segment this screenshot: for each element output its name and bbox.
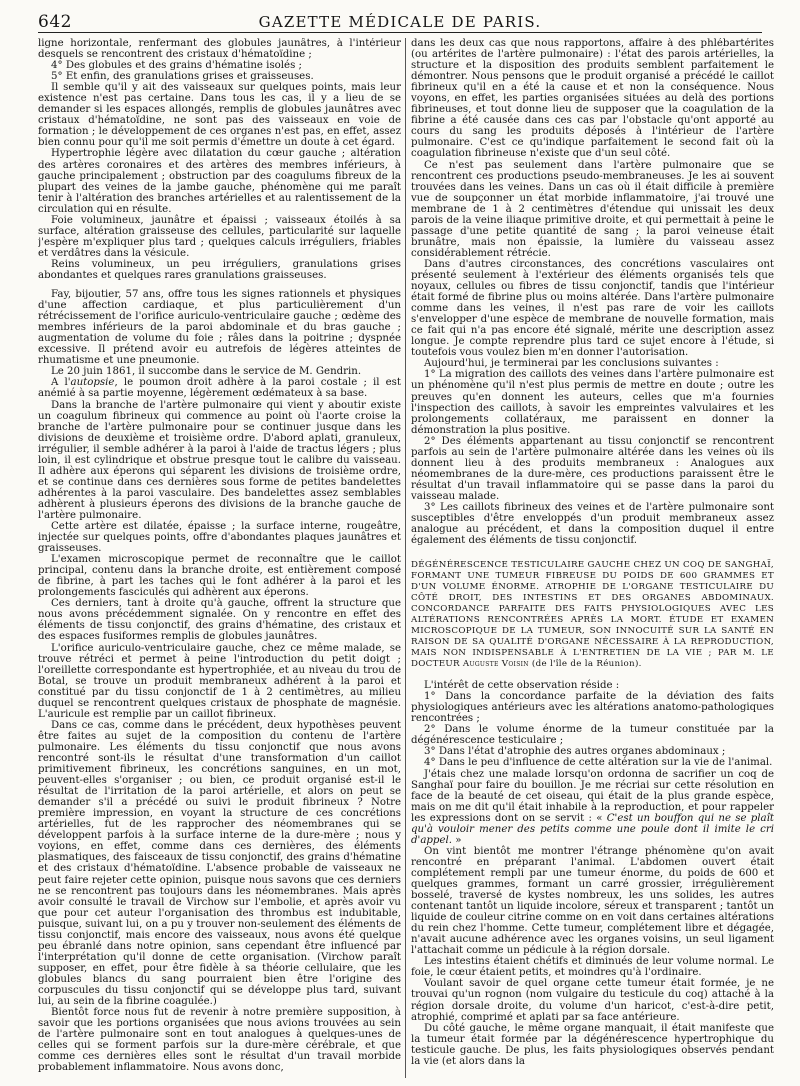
- italic-quote: C'est un bouffon qui ne se plaît qu'à vouloir mener des petits comme une poule dont il imite le cri d'appel.: [411, 812, 774, 846]
- text-run: A l': [51, 377, 71, 389]
- journal-title: GAZETTE MÉDICALE DE PARIS.: [258, 13, 542, 31]
- italic-term: autopsie: [70, 377, 115, 389]
- column-divider: [405, 38, 406, 1078]
- paragraph: Bientôt force nous fut de revenir à notre première supposition, à savoir que les portions organisées que nous avions trouvées au sein de l'artère pulmonaire sont en tout analogues à quelques-unes de celles qui se forment parfois sur la dure-mère cérébrale, et que comme ces dernières elles sont le résultat d'un travail morbide probablement inflammatoire. Nous avons donc,: [38, 1007, 401, 1074]
- paragraph: L'intérêt de cette observation réside :: [424, 680, 620, 692]
- page-number: 642: [38, 12, 72, 32]
- paragraph: Le 20 juin 1861, il succombe dans le service de M. Gendrin.: [51, 366, 362, 378]
- right-column: [411, 38, 774, 1083]
- conclusion-item: 1° La migration des caillots des veines dans l'artère pulmonaire est un phénomène qu'il n'est plus permis de mettre en doute ; outre les preuves qu'en donnent les auteurs, celles que m'a fournies l'inspection des caillots, à savoir les empreintes valvulaires et les prolongements collatéraux, me paraissent en donner la démonstration la plus positive.: [411, 369, 774, 436]
- paragraph: Du côté gauche, le même organe manquait, il était manifeste que la tumeur était formée par la dégénérescence hypertrophique du testicule gauche. De plus, les faits physiologiques observés pendant la vie (et alors dans la: [411, 1022, 774, 1067]
- quote-paragraph: [411, 769, 774, 846]
- paragraph: Dans la branche de l'artère pulmonaire qui vient y aboutir existe un coagulum fibrineux qui commence au point où l'aorte croise la branche de l'artère pulmonaire pour se continuer jusque dans les divisions de deuxième et troisième ordre. D'abord aplati, granuleux, irrégulier, il semble adhérer à la paroi à l'aide de tractus légers ; plus loin, il est cylindrique et obstrue presque tout le calibre du vaisseau. Il adhère aux éperons qui séparent les divisions de troisième ordre, et se continue dans ces dernières sous forme de petites bandelettes adhérentes à la paroi vasculaire. Des bandelettes assez semblables adhèrent à plusieurs éperons des divisions de la branche gauche de l'artère pulmonaire.: [38, 399, 401, 521]
- list-item: 4° Des globules et des grains d'hématine isolés ;: [51, 60, 302, 72]
- list-item: 2° Dans le volume énorme de la tumeur constituée par la dégénérescence testiculaire ;: [411, 724, 774, 747]
- paragraph: Les intestins étaient chétifs et diminués de leur volume normal. Le foie, le cœur étaient petits, et moindres qu'à l'ordinaire.: [411, 956, 774, 979]
- paragraph: Foie volumineux, jaunâtre et épaissi ; vaisseaux étoilés à sa surface, altération graisseuse des cellules, particularité sur laquelle j'espère m'expliquer plus tard ; quelques calculs irréguliers, friables et verdâtres dans la vésicule.: [38, 214, 401, 259]
- paragraph: Dans ce cas, comme dans le précédent, deux hypothèses peuvent être faites au sujet de la composition du contenu de l'artère pulmonaire. Les éléments du tissu conjonctif que nous avons rencontré sont-ils le résultat d'une transformation d'un caillot primitivement fibrineux, les concrétions sanguines, en un mot, peuvent-elles s'organiser ; ou bien, ce produit organisé est-il le résultat de l'irritation de la paroi artérielle, et alors on peut se demander s'il a précédé ou suivi le produit fibrineux ? Notre première impression, en voyant la structure de ces concrétions artérielles, fut de les rapprocher des néomembranes qui se développent parfois à la surface interne de la dure-mère ; nous y voyions, en effet, comme dans ces dernières, des éléments plasmatiques, des faisceaux de tissu conjonctif, des grains d'hématine et des cristaux d'hématoïdine. L'absence probable de vaisseaux ne peut faire rejeter cette opinion, puisque nous savons que ces derniers ne se rencontrent pas toujours dans les néomembranes. Mais après avoir consulté le travail de Virchow sur l'embolie, et après avoir vu que pour cet auteur l'organisation des thrombus est indubitable, puisque, suivant lui, on a pu y trouver non-seulement des éléments de tissu conjonctif, mais encore des vaisseaux, nous avons été quelque peu ébranlé dans notre opinion, sans cependant être influencé par l'interprétation qu'il donne de cette organisation. (Virchow paraît supposer, en effet, pour être fidèle à sa théorie cellulaire, que les globules blancs du sang pourraient bien être l'origine des corpuscules du tissu conjonctif qui se développe plus tard, suivant lui, au sein de la fibrine coagulée.): [38, 719, 401, 1008]
- list-item: 1° Dans la concordance parfaite de la déviation des faits physiologiques antérieurs avec les altérations anatomo-pathologiques rencontrées ;: [411, 691, 774, 725]
- article-author-origin: (de l'île de la Réunion).: [531, 659, 642, 670]
- conclusion-item: 3° Les caillots fibrineux des veines et de l'artère pulmonaire sont susceptibles d'être enveloppés d'un produit membraneux assez analogue au précédent, et dans la composition duquel il entre également des éléments de tissu conjonctif.: [411, 501, 774, 547]
- paragraph: Cette artère est dilatée, épaisse ; la surface interne, rougeâtre, injectée sur quelques points, offre d'abondantes plaques jaunâtres et graisseuses.: [38, 521, 401, 555]
- paragraph: L'orifice auriculo-ventriculaire gauche, chez ce même malade, se trouve rétréci et permet à peine l'introduction du petit doigt ; l'oreillette correspondante est hypertrophiée, et au niveau du trou de Botal, se trouve un produit membraneux adhérent à la paroi et constitué par du tissu conjonctif de 1 à 2 centimètres, au milieu duquel se rencontrent quelques cristaux de phosphate de magnésie. L'auricule est remplie par un caillot fibrineux.: [38, 642, 401, 720]
- left-column: [38, 38, 401, 1083]
- paragraph: Reins volumineux, un peu irréguliers, granulations grises abondantes et quelques rares granulations graisseuses.: [38, 258, 401, 281]
- text-run: , le poumon droit adhère à la paroi costale ; il est anémié à sa partie moyenne, légèrement œdémateux à sa base.: [38, 377, 401, 400]
- paragraph: On vint bientôt me montrer l'étrange phénomène qu'on avait rencontré en préparant l'animal. L'abdomen ouvert était complétement rempli par une tumeur énorme, du poids de 600 et quelques grammes, formant un carré grossier, irrégulièrement bosselé, traversé de kystes nombreux, les uns solides, les autres contenant tantôt un liquide incolore, séreux et transparent ; tantôt un liquide de couleur citrine comme on en voit dans certaines altérations du rein chez l'homme. Cette tumeur, complétement libre et dégagée, n'avait aucune adhérence avec les organes voisins, un seul ligament l'attachait comme un pédicule à la région dorsale.: [411, 845, 774, 957]
- list-item: 3° Dans l'état d'atrophie des autres organes abdominaux ;: [424, 746, 726, 758]
- paragraph: Ces derniers, tant à droite qu'à gauche, offrent la structure que nous avons précédemment signalée. On y rencontre en effet des éléments de tissu conjonctif, des grains d'hématine, des cristaux et des espaces fusiformes remplis de globules jaunâtres.: [38, 598, 401, 643]
- paragraph: Il semble qu'il y ait des vaisseaux sur quelques points, mais leur existence n'est pas certaine. Dans tous les cas, il y a lieu de se demander si les espaces allongés, remplis de globules jaunâtres avec cristaux d'hématoïdine, ne sont pas des vaisseaux en voie de formation ; le développement de ces organes n'est pas, en effet, assez bien connu pour qu'il me soit permis d'émettre un doute à cet égard.: [38, 82, 401, 149]
- text-run: J'étais chez une malade lorsqu'on ordonna de sacrifier un coq de Sanghaï pour faire du bouillon. Je me récriai sur cette résolution en face de la beauté de cet oiseau, qui était de la plus grande espèce, mais on me dit qu'il était inhabile à la reproduction, et pour rappeler les expressions dont on se servit : «: [411, 768, 774, 824]
- text-run: »: [455, 834, 462, 846]
- paragraph: L'examen microscopique permet de reconnaître que le caillot principal, contenu dans la branche droite, est entièrement composé de fibrine, à part les taches qui le font adhérer à la paroi et les prolongements fasciculés qui adhèrent aux éperons.: [38, 554, 401, 599]
- conclusion-item: 2° Des éléments appartenant au tissu conjonctif se rencontrent parfois au sein de l'artère pulmonaire altérée dans les veines où ils donnent lieu à des produits membraneux : Analogues aux néomembranes de la dure-mère, ces productions paraissent être le résultat d'un travail inflammatoire qui se passe dans la paroi du vaisseau malade.: [411, 435, 774, 502]
- paragraph: Voulant savoir de quel organe cette tumeur était formée, je ne trouvai qu'un rognon (nom vulgaire du testicule du coq) attaché à la région dorsale droite, du volume d'un haricot, c'est-à-dire petit, atrophié, comprimé et aplati par sa face antérieure.: [411, 978, 774, 1023]
- list-item: 4° Dans le peu d'influence de cette altération sur la vie de l'animal.: [424, 757, 773, 769]
- page-header: [38, 10, 762, 33]
- list-item: 5° Et enfin, des granulations grises et graisseuses.: [51, 71, 314, 83]
- paragraph: dans les deux cas que nous rapportons, affaire à des phlébartérites (ou artérites de l'artère pulmonaire) : l'état des parois artérielles, la structure et la disposition des produits semblent parfaitement le démontrer. Nous pensons que le produit organisé a précédé le caillot fibrineux qu'il en a été la cause et et non la conséquence. Nous voyons, en effet, les parties organisées situées au delà des portions fibrineuses, et tout donne lieu de supposer que la coagulation de la fibrine a été causée dans ces cas par l'obstacle qu'ont apporté au cours du sang les produits déposés à l'intérieur de l'artère pulmonaire. C'est ce qu'indique parfaitement le second fait où la coagulation fibrineuse n'existe que d'un seul côté.: [411, 38, 774, 160]
- paragraph: Dans d'autres circonstances, des concrétions vasculaires ont présenté seulement à l'extérieur des éléments organisés tels que noyaux, cellules ou fibres de tissu conjonctif, tandis que l'intérieur était formé de fibrine plus ou moins altérée. Dans l'artère pulmonaire comme dans les veines, il n'est pas rare de voir les caillots s'envelopper d'une espèce de membrane de nouvelle formation, mais ce fait qui n'a pas encore été signalé, mérite une description assez longue. Je compte reprendre plus tard ce sujet encore à l'étude, si toutefois vous voulez bien m'en donner l'autorisation.: [411, 258, 774, 359]
- autopsy-paragraph: [38, 377, 401, 399]
- article-author: Auguste Voisin: [462, 659, 529, 670]
- paragraph: Hypertrophie légère avec dilatation du cœur gauche ; altération des artères coronaires et des artères des membres inférieurs, à gauche principalement ; obstruction par des coagulums fibreux de la plupart des veines de la jambe gauche, phénomène qui me paraît tenir à l'altération des branches artérielles et au ralentissement de la circulation qui en résulte.: [38, 148, 401, 215]
- article-title: [411, 560, 774, 670]
- paragraph: Ce n'est pas seulement dans l'artère pulmonaire que se rencontrent ces productions pseudo-membraneuses. Je les ai souvent trouvées dans les veines. Dans un cas où il était difficile à première vue de soupçonner un état morbide inflammatoire, j'ai trouvé une membrane de 1 à 2 centimètres d'étendue qui unissait les deux parois de la veine iliaque primitive droite, et qui permettait à peine le passage d'une petite quantité de sang ; la paroi veineuse était brunâtre, mais non épaissie, la lumière du vaisseau assez considérablement rétrécie.: [411, 159, 774, 259]
- paragraph: ligne horizontale, renfermant des globules jaunâtres, à l'intérieur desquels se rencontrent des cristaux d'hématoïdine ;: [38, 38, 401, 61]
- article-title-text: DÉGÉNÉRESCENCE TESTICULAIRE GAUCHE CHEZ UN COQ DE SANGHAÏ, FORMANT UNE TUMEUR FIBREUSE DU POIDS DE 600 GRAMMES ET D'UN VOLUME ÉNORME. ATROPHIE DE L'ORGANE TESTICULAIRE DU CÔTÉ DROIT, DES INTESTINS ET DES ORGANES ABDOMINAUX. CONCORDANCE PARFAITE DES FAITS PHYSIOLOGIQUES AVEC LES ALTÉRATIONS RENCONTRÉES APRÈS LA MORT. ÉTUDE ET EXAMEN MICROSCOPIQUE DE LA TUMEUR, SON INNOCUITÉ SUR LA SANTÉ EN RAISON DE SA QUALITÉ D'ORGANE NÉCESSAIRE À LA REPRODUCTION, MAIS NON INDISPENSABLE À L'ENTRETIEN DE LA VIE ; PAR M. LE DOCTEUR: [411, 560, 774, 670]
- case-paragraph: Fay, bijoutier, 57 ans, offre tous les signes rationnels et physiques d'une affection cardiaque, et plus particulièrement d'un rétrécissement de l'orifice auriculo-ventriculaire gauche ; œdème des membres inférieurs de la paroi abdominale et du bras gauche ; augmentation de volume du foie ; râles dans la poitrine ; dyspnée excessive. Il prétend avoir eu autrefois de légères atteintes de rhumatisme et une pneumonie.: [38, 289, 401, 367]
- paragraph: Aujourd'hui, je terminerai par les conclusions suivantes :: [424, 358, 719, 370]
